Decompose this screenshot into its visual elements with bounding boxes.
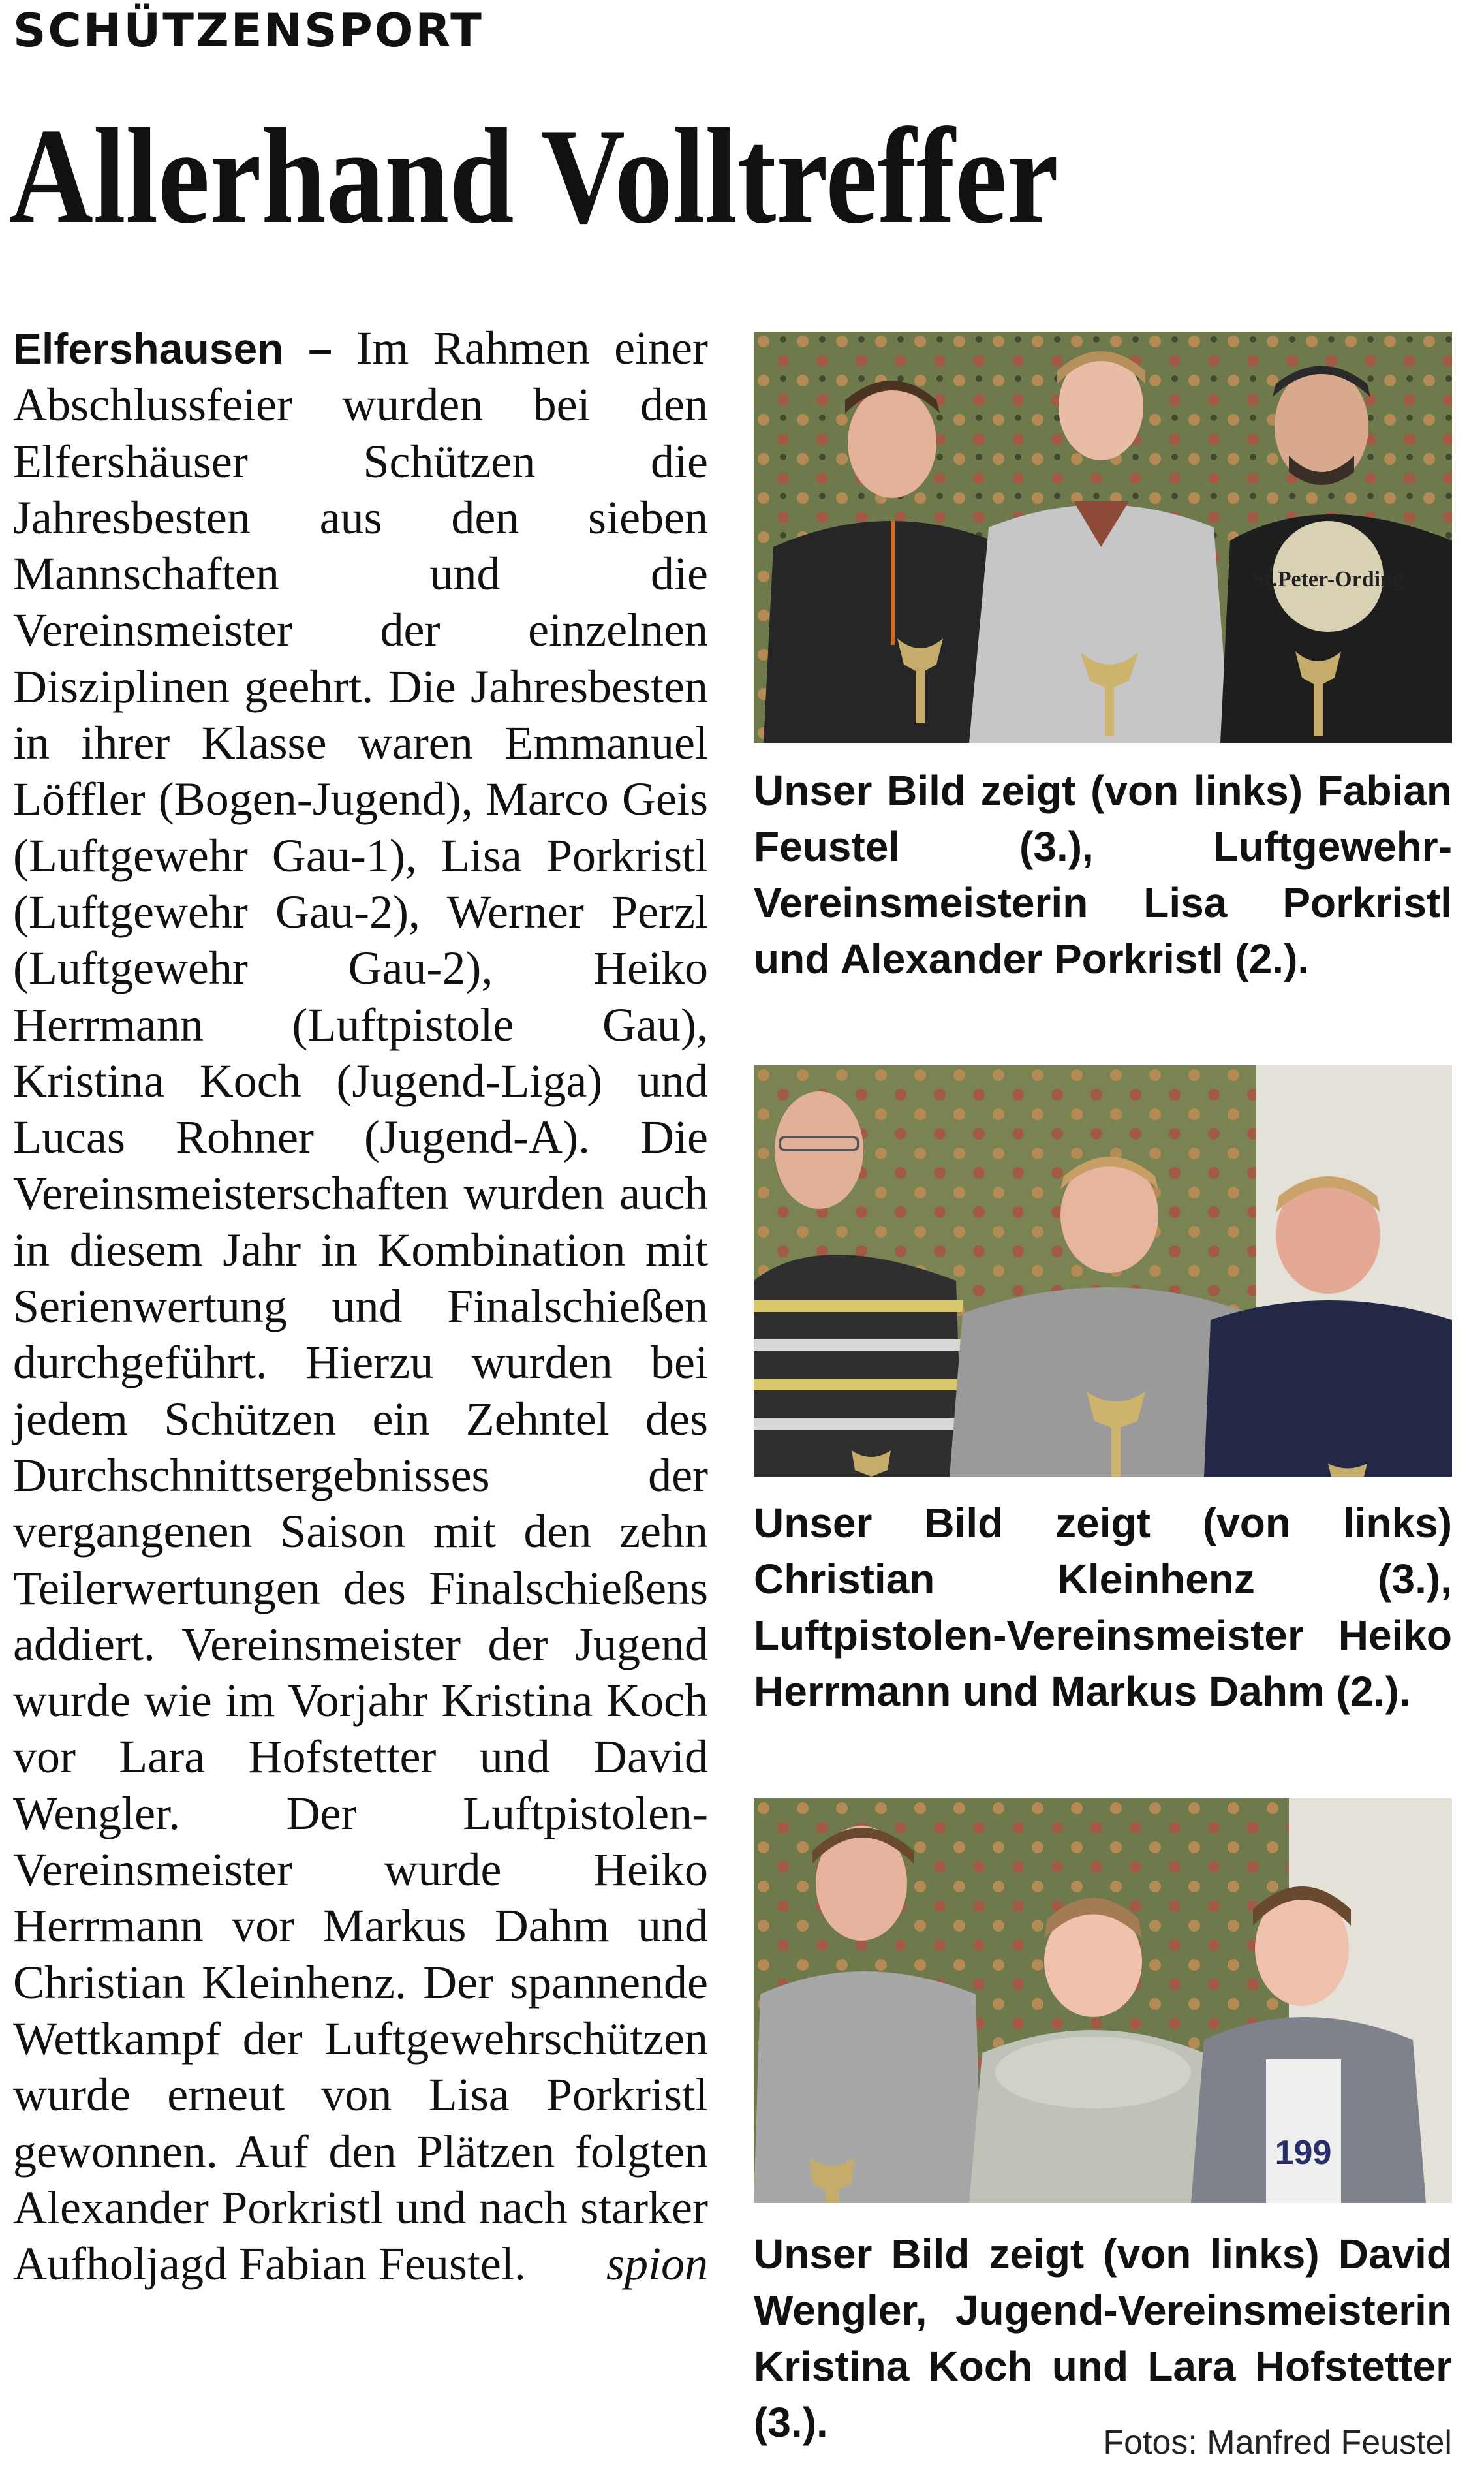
photo-2-caption: Unser Bild zeigt (von links) Christian Kleinhenz (3.), Luftpistolen-Vereinsmeister Heiko Herrmann und Markus Dahm (2.).	[754, 1499, 1452, 1715]
photo-2-image	[754, 1065, 1452, 1477]
article-body	[13, 320, 708, 2292]
shirt-print-text: St.Peter-Ording	[1252, 567, 1404, 591]
photo-3	[754, 1798, 1452, 2203]
article-dateline: Elfershausen –	[13, 324, 332, 373]
article-author: spion	[606, 2238, 708, 2291]
section-kicker: SCHÜTZENSPORT	[13, 4, 484, 57]
photo-3-caption: Unser Bild zeigt (von links) David Wengler, Jugend-Vereinsmeisterin Kristina Koch und Lara Hofstetter (3.).	[754, 2231, 1452, 2446]
shirt-print-number: 199	[1275, 2134, 1332, 2172]
photo-1-image	[754, 332, 1452, 743]
photo-credit: Fotos: Manfred Feustel	[1103, 2424, 1452, 2462]
photo-1	[754, 332, 1452, 743]
headline: Allerhand Volltreffer	[9, 101, 1059, 252]
photo-3-image	[754, 1798, 1452, 2203]
article-text: Im Rahmen einer Abschlussfeier wurden bei den Elfershäuser Schützen die Jahresbesten aus den sieben Mannschaften und die Vereinsmeister der einzelnen Disziplinen geehrt. Die Jahresbesten in ihrer Klasse waren Emmanuel Löffler (Bogen-Jugend), Marco Geis (Luftgewehr Gau-1), Lisa Porkristl (Luftgewehr Gau-2), Werner Perzl (Luftgewehr Gau-2), Heiko Herrmann (Luftpistole Gau), Kristina Koch (Jugend-Liga) und Lucas Rohner (Jugend-A). Die Vereinsmeisterschaften wurden auch in diesem Jahr in Kombination mit Serienwertung und Finalschießen durchgeführt. Hierzu wurden bei jedem Schützen ein Zehntel des Durchschnittsergebnisses der vergangenen Saison mit den zehn Teilerwertungen des Finalschießens addiert. Vereinsmeister der Jugend wurde wie im Vorjahr Kristina Koch vor Lara Hofstetter und David Wengler. Der Luftpistolen-Vereinsmeister wurde Heiko Herrmann vor Markus Dahm und Christian Kleinhenz. Der spannende Wettkampf der Luftgewehrschützen wurde erneut von Lisa Porkristl gewonnen. Auf den Plätzen folgten Alexander Porkristl und nach starker Aufholjagd Fabian Feustel.	[13, 322, 708, 2291]
photo-2	[754, 1065, 1452, 1477]
photo-1-caption: Unser Bild zeigt (von links) Fabian Feustel (3.), Luftgewehr-Vereinsmeisterin Lisa Porkristl und Alexander Porkristl (2.).	[754, 767, 1452, 982]
